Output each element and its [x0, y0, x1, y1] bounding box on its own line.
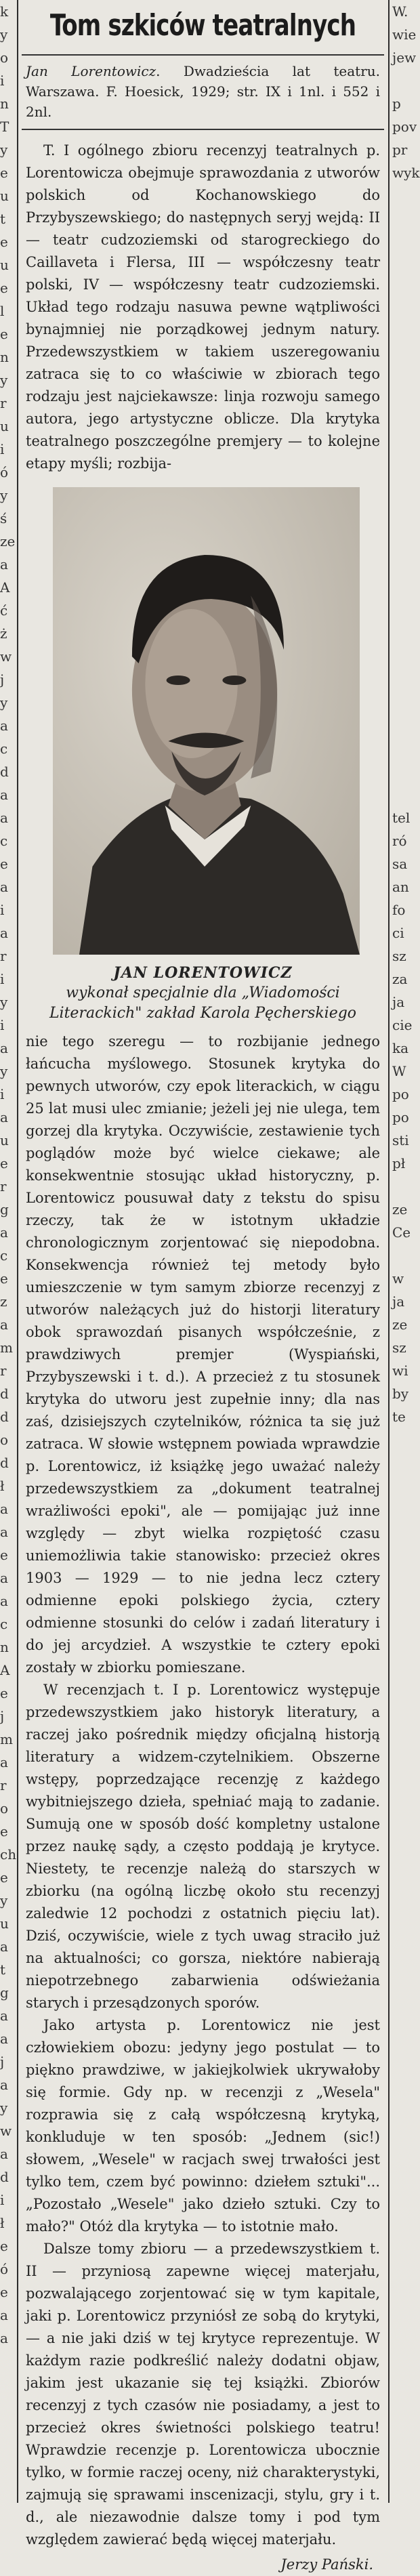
- neighbor-fragment: ż: [0, 625, 7, 642]
- neighbor-fragment: [392, 1244, 410, 1267]
- neighbor-fragment: [392, 1705, 410, 1728]
- neighbor-fragment: W.: [392, 3, 408, 20]
- neighbor-fragment: fo: [392, 902, 406, 918]
- neighbor-fragment: [392, 576, 410, 599]
- neighbor-fragment: [392, 2188, 410, 2211]
- neighbor-fragment: t: [0, 1961, 6, 1978]
- neighbor-fragment: a: [0, 1501, 8, 1517]
- neighbor-fragment: a: [0, 1570, 8, 1586]
- neighbor-fragment: j: [0, 2054, 5, 2070]
- neighbor-fragment: [392, 714, 410, 737]
- neighbor-fragment: e: [0, 326, 8, 342]
- neighbor-fragment: [392, 1497, 410, 1520]
- neighbor-fragment: [392, 69, 410, 92]
- neighbor-fragment: [392, 2027, 410, 2050]
- neighbor-fragment: [392, 1958, 410, 1981]
- neighbor-fragment: a: [0, 1524, 8, 1540]
- neighbor-fragment: [392, 1935, 410, 1958]
- neighbor-fragment: n: [0, 96, 9, 112]
- neighbor-fragment: i: [0, 2192, 5, 2208]
- article-title: Tom szkiców teatralnych: [49, 8, 356, 43]
- neighbor-fragment: [392, 1566, 410, 1590]
- neighbor-fragment: [392, 2258, 410, 2281]
- neighbor-fragment: [392, 207, 410, 230]
- neighbor-fragment: [392, 599, 410, 622]
- caption-name: JAN LORENTOWICZ: [113, 964, 293, 982]
- neighbor-fragment: tel: [392, 810, 411, 826]
- neighbor-fragment: sz: [392, 948, 406, 964]
- neighbor-fragment: [392, 1520, 410, 1543]
- neighbor-fragment: po: [392, 1109, 409, 1125]
- neighbor-fragment: d: [0, 2169, 9, 2185]
- neighbor-fragment: e: [0, 1685, 8, 1701]
- neighbor-fragment: i: [0, 1017, 5, 1033]
- neighbor-fragment: [392, 1636, 410, 1659]
- neighbor-fragment: [392, 1613, 410, 1636]
- neighbor-fragment: [392, 2119, 410, 2142]
- adjacent-column-right: [392, 0, 420, 2503]
- neighbor-fragment: [392, 1682, 410, 1705]
- neighbor-fragment: y: [0, 1063, 8, 1079]
- neighbor-fragment: e: [0, 165, 8, 181]
- neighbor-fragment: r: [0, 1363, 7, 1379]
- neighbor-fragment: ka: [392, 1040, 409, 1056]
- neighbor-fragment: [392, 2211, 410, 2235]
- portrait-caption: [34, 963, 372, 1024]
- neighbor-fragment: e: [0, 234, 8, 250]
- paragraph: nie tego szeregu — to rozbijanie jednego łańcucha myślowego. Stosunek krytyka do pewnych utworów, czy epok literackich, w ciągu 25 lat musi ulec zmianie; jeżeli jej nie ulega, tem gorzej dla krytyka. Oczywiście, zestawienie tych poglądów może być wielce ciekawe; ale konsekwentnie stosując układ historyczny, p. Lorentowicz pousuwał daty z tekstu do spisu rzeczy, tak że w istotnym układzie chronologicznym zorjentować się niepodobna. Konsekwencja również tej metody było umieszczenie w tym samym zbiorze recenzyj z utworów należących już do historji literatury obok sprawozdań pisanych współcześnie, z prawdziwych premjer (Wyspiański, Przybyszewski i t. d.). A przecież z tu stosunek krytyka do utworu jest zupełnie inny; dla nas zaś, dzisiejszych czytelników, różnica ta się już zatraca. W słowie wstępnem powiada wprawdzie p. Lorentowicz, iż książkę jego uważać należy przedewszystkiem za „dokument teatralnej wrażliwości epoki", ale — pomijając już inne względy — zbyt wielka rozpiętość czasu uniemożliwia takie stanowisko: przecież okres 1903 — 1929 — to nie jedna lecz cztery odmienne epoki polskiego życia, cztery odmienne stosunki do celów i zadań literatury i do jej arcydzieł. A wszystkie te cztery epoki zostały w zbiorku pomieszane.: [26, 1033, 380, 1676]
- neighbor-fragment: [392, 760, 410, 783]
- author-signature: Jerzy Pański.: [280, 2556, 373, 2573]
- neighbor-fragment: [392, 1543, 410, 1566]
- neighbor-fragment: [392, 184, 410, 207]
- neighbor-fragment: [392, 1751, 410, 1774]
- neighbor-fragment: u: [0, 1132, 9, 1148]
- neighbor-fragment: u: [0, 418, 9, 434]
- column-rule-left: [17, 0, 18, 2503]
- author-portrait: [53, 487, 360, 955]
- neighbor-fragment: y: [0, 2100, 8, 2116]
- neighbor-fragment: wi: [392, 1363, 408, 1379]
- neighbor-fragment: [392, 1981, 410, 2004]
- neighbor-fragment: sz: [392, 1339, 406, 1356]
- neighbor-fragment: o: [0, 1800, 9, 1816]
- neighbor-fragment: [392, 2142, 410, 2165]
- neighbor-fragment: r: [0, 948, 7, 964]
- neighbor-fragment: [392, 369, 410, 392]
- neighbor-fragment: [392, 1175, 410, 1198]
- neighbor-fragment: j: [0, 1708, 5, 1724]
- neighbor-fragment: a: [0, 1593, 8, 1609]
- neighbor-fragment: [392, 1797, 410, 1820]
- neighbor-fragment: w: [0, 2123, 12, 2139]
- adjacent-column-left: [0, 0, 15, 2503]
- column-rule-right: [388, 0, 390, 2503]
- neighbor-fragment: za: [392, 971, 408, 987]
- neighbor-fragment: d: [0, 1409, 9, 1425]
- neighbor-fragment: a: [0, 1938, 8, 1955]
- neighbor-fragment: jew: [392, 49, 417, 66]
- portrait-photo: [53, 487, 360, 955]
- neighbor-fragment: i: [0, 441, 5, 457]
- neighbor-fragment: A: [0, 1662, 10, 1678]
- neighbor-fragment: a: [0, 1316, 8, 1333]
- neighbor-fragment: cie: [392, 1017, 413, 1033]
- neighbor-fragment: [392, 230, 410, 253]
- neighbor-fragment: y: [0, 142, 8, 158]
- neighbor-fragment: [392, 1912, 410, 1935]
- neighbor-fragment: Ce: [392, 1224, 411, 1241]
- book-details: . Dwadzieścia lat teatru. Warszawa. F. Hoesick, 1929; str. IX i 1nl. i 552 i 2nl.: [26, 63, 380, 120]
- neighbor-fragment: by: [392, 1386, 409, 1402]
- neighbor-fragment: [392, 2096, 410, 2119]
- neighbor-fragment: m: [0, 1731, 13, 1747]
- neighbor-fragment: wyk: [392, 165, 420, 181]
- neighbor-fragment: ó: [0, 464, 9, 480]
- neighbor-fragment: e: [0, 1155, 8, 1171]
- neighbor-fragment: a: [0, 1224, 8, 1241]
- neighbor-fragment: ze: [0, 533, 16, 549]
- neighbor-fragment: t: [0, 211, 6, 227]
- neighbor-fragment: k: [0, 3, 9, 20]
- neighbor-fragment: a: [0, 2077, 8, 2093]
- book-author: Jan Lorentowicz: [26, 63, 156, 79]
- neighbor-fragment: ł: [0, 1478, 5, 1494]
- neighbor-fragment: an: [392, 879, 409, 895]
- neighbor-fragment: po: [392, 1086, 409, 1102]
- bibliographic-note: [22, 54, 384, 130]
- neighbor-fragment: p: [392, 96, 401, 112]
- neighbor-fragment: e: [0, 856, 8, 872]
- neighbor-fragment: ja: [392, 1293, 405, 1310]
- neighbor-fragment: a: [0, 879, 8, 895]
- neighbor-fragment: c: [0, 1247, 8, 1264]
- neighbor-fragment: [392, 553, 410, 576]
- neighbor-fragment: e: [0, 1823, 8, 1840]
- neighbor-fragment: l: [0, 303, 5, 319]
- neighbor-fragment: [392, 2073, 410, 2096]
- neighbor-fragment: ró: [392, 833, 407, 849]
- neighbor-fragment: [392, 2235, 410, 2258]
- neighbor-fragment: pr: [392, 142, 408, 158]
- neighbor-fragment: j: [0, 671, 5, 688]
- neighbor-fragment: n: [0, 1639, 9, 1655]
- neighbor-fragment: ci: [392, 925, 404, 941]
- neighbor-fragment: sa: [392, 856, 408, 872]
- neighbor-fragment: T: [0, 119, 9, 135]
- neighbor-fragment: ś: [0, 510, 7, 526]
- paragraph: Jako artysta p. Lorentowicz nie jest człowiekiem obozu: jedyny jego postulat — to piękno prawdziwe, w jakiejkolwiek ukrywałoby się formie. Gdy np. w recenzji z „Wesela" rozprawia się z całą współczesną krytyką, konkluduje w ten sposób: „Jednem (sic!) słowem, „Wesele" w racjach swej trwałości jest tylko tem, czem być powinno: dziełem sztuki"... „Pozostało „Wesele" jako dzieło sztuki. Czy to mało?" Otóż dla krytyka — to istotnie mało.: [26, 2017, 380, 2235]
- neighbor-fragment: [392, 1451, 410, 1474]
- neighbor-fragment: e: [0, 280, 8, 296]
- neighbor-fragment: ó: [0, 2261, 9, 2277]
- neighbor-fragment: [392, 783, 410, 806]
- neighbor-fragment: r: [0, 395, 7, 411]
- neighbor-fragment: y: [0, 694, 8, 711]
- paragraph: Dalsze tomy zbioru — a przedewszystkiem t. II — przyniosą zapewne więcej materjału, pozwalającego zorjentować się w tym kapitale, jaki p. Lorentowicz przyniósł ze sobą do krytyki, — a nie jaki dziś w tej krytyce reprezentuje. W każdym razie podkreślić należy dodatni objaw, jakim jest ukazanie się tej książki. Zbiorów recenzyj z tych czasów nie posiadamy, a jest to przecież okres świetności polskiego teatru! Wprawdzie recenzje p. Lorentowicza ubocznie tylko, w formie raczej oceny, niż charakterystyki, zajmują się sprawami inscenizacji, stylu, gry i t. d., ale niezawodnie dalsze tomy i pod tym względem zawierać będą więcej materjału.: [26, 2241, 380, 2548]
- neighbor-fragment: [392, 645, 410, 668]
- neighbor-fragment: a: [0, 810, 8, 826]
- neighbor-fragment: i: [0, 902, 5, 918]
- neighbor-fragment: [392, 461, 410, 484]
- neighbor-fragment: e: [0, 1270, 8, 1287]
- neighbor-fragment: [392, 2281, 410, 2304]
- neighbor-fragment: [392, 438, 410, 461]
- neighbor-fragment: [392, 1428, 410, 1451]
- neighbor-fragment: ć: [0, 602, 8, 619]
- neighbor-fragment: wie: [392, 26, 417, 43]
- article: [22, 0, 384, 2576]
- neighbor-fragment: ze: [392, 1201, 408, 1218]
- neighbor-fragment: a: [0, 1109, 8, 1125]
- neighbor-fragment: a: [0, 1040, 8, 1056]
- neighbor-fragment: [392, 507, 410, 530]
- neighbor-fragment: ł: [0, 2215, 5, 2231]
- neighbor-fragment: a: [0, 1754, 8, 1770]
- neighbor-fragment: e: [0, 1869, 8, 1886]
- neighbor-fragment: W: [392, 1063, 406, 1079]
- neighbor-fragment: w: [392, 1270, 404, 1287]
- neighbor-fragment: c: [0, 1616, 8, 1632]
- neighbor-fragment: r: [0, 1178, 7, 1194]
- neighbor-fragment: y: [0, 994, 8, 1010]
- neighbor-fragment: c: [0, 741, 8, 757]
- neighbor-fragment: e: [0, 1547, 8, 1563]
- neighbor-fragment: ch: [0, 1846, 17, 1863]
- neighbor-fragment: z: [0, 1293, 7, 1310]
- neighbor-fragment: [392, 415, 410, 438]
- neighbor-fragment: y: [0, 372, 8, 388]
- neighbor-fragment: a: [0, 2146, 8, 2162]
- neighbor-fragment: n: [0, 349, 9, 365]
- neighbor-fragment: [392, 2004, 410, 2027]
- neighbor-fragment: m: [0, 1339, 13, 1356]
- neighbor-fragment: sti: [392, 1132, 409, 1148]
- neighbor-fragment: g: [0, 1201, 9, 1218]
- paragraph: T. I ogólnego zbioru recenzyj teatralnych p. Lorentowicza obejmuje sprawozdania z utworów polskich od Kochanowskiego do Przybyszewskiego; do następnych seryj wejdą: II — teatr cudzoziemski od starogreckiego do Caillaveta i Flersa, III — współczesny teatr polski, IV — współczesny teatr cudzoziemski. Układ tego rodzaju nasuwa pewne wątpliwości bynajmniej nie porządkowej jednym natury. Przedewszystkiem w takiem uszeregowaniu zatraca się to co właściwie w zbiorach tego rodzaju jest najciekawsze: linja rozwoju samego autora, jego artystyczne oblicze. Dla krytyka teatralnego poszczególne premjery — to kolejne etapy myśli; rozbija-: [26, 142, 380, 472]
- neighbor-fragment: y: [0, 487, 8, 503]
- neighbor-fragment: [392, 2050, 410, 2073]
- neighbor-fragment: A: [0, 579, 10, 596]
- neighbor-fragment: w: [0, 648, 12, 665]
- neighbor-fragment: d: [0, 764, 9, 780]
- neighbor-fragment: o: [0, 49, 9, 66]
- neighbor-fragment: pł: [392, 1155, 406, 1171]
- neighbor-fragment: [392, 392, 410, 415]
- neighbor-fragment: g: [0, 1985, 9, 2001]
- neighbor-fragment: e: [0, 2238, 8, 2254]
- neighbor-fragment: [392, 299, 410, 323]
- neighbor-fragment: [392, 1866, 410, 1889]
- neighbor-fragment: [392, 1820, 410, 1843]
- neighbor-fragment: u: [0, 188, 9, 204]
- neighbor-fragment: r: [0, 1777, 7, 1793]
- neighbor-fragment: y: [0, 26, 8, 43]
- neighbor-fragment: pov: [392, 119, 417, 135]
- neighbor-fragment: a: [0, 556, 8, 573]
- neighbor-fragment: ja: [392, 994, 405, 1010]
- paragraph: W recenzjach t. I p. Lorentowicz występuje przedewszystkiem jako historyk literatury, a raczej jako pośrednik między oficjalną historją literatury a widzem-czytelnikiem. Obszerne wstępy, poprzedzające recenzję z każdego wybitniejszego dzieła, spełniać mają to zadanie. Sumują one w sposób dość kompletny ustalone przez naukę sądy, a często poddają je krytyce. Niestety, te recenzje należą do starszych w zbiorku (na ogólną liczbę około stu recenzyj zaledwie 12 pochodzi z ostatnich pięciu lat). Dziś, oczywiście, wiele z tych uwag straciło już na aktualności; co gorsza, niektóre nabierają niepotrzebnego zabarwienia odświeżania starych i przesądzonych sporów.: [26, 1682, 380, 2011]
- neighbor-fragment: [392, 276, 410, 299]
- neighbor-fragment: [392, 530, 410, 553]
- neighbor-fragment: i: [0, 971, 5, 987]
- neighbor-fragment: [392, 323, 410, 346]
- neighbor-fragment: [392, 737, 410, 760]
- neighbor-fragment: d: [0, 1386, 9, 1402]
- neighbor-fragment: [392, 1889, 410, 1912]
- neighbor-fragment: ze: [392, 1316, 408, 1333]
- article-body: [26, 140, 380, 2576]
- caption-credit: wykonał specjalnie dla „Wiadomości Literackich" zakład Karola Pęcherskiego: [49, 984, 357, 1022]
- neighbor-fragment: i: [0, 1086, 5, 1102]
- neighbor-fragment: c: [0, 833, 8, 849]
- neighbor-fragment: o: [0, 1432, 9, 1448]
- neighbor-fragment: [392, 1590, 410, 1613]
- neighbor-fragment: [392, 668, 410, 691]
- neighbor-fragment: [392, 1774, 410, 1797]
- neighbor-fragment: te: [392, 1409, 406, 1425]
- neighbor-fragment: [392, 1474, 410, 1497]
- neighbor-fragment: [392, 2165, 410, 2188]
- neighbor-fragment: u: [0, 1915, 9, 1932]
- neighbor-fragment: e: [0, 2284, 8, 2300]
- neighbor-fragment: a: [0, 2330, 8, 2346]
- neighbor-fragment: u: [0, 257, 9, 273]
- neighbor-fragment: i: [0, 72, 5, 89]
- neighbor-fragment: [392, 1728, 410, 1751]
- neighbor-fragment: a: [0, 925, 8, 941]
- neighbor-fragment: [392, 1843, 410, 1866]
- neighbor-fragment: [392, 484, 410, 507]
- neighbor-fragment: a: [0, 2008, 8, 2024]
- neighbor-fragment: a: [0, 718, 8, 734]
- neighbor-fragment: [392, 1659, 410, 1682]
- neighbor-fragment: a: [0, 787, 8, 803]
- neighbor-fragment: a: [0, 2031, 8, 2047]
- neighbor-fragment: [392, 691, 410, 714]
- neighbor-fragment: y: [0, 1892, 8, 1909]
- neighbor-fragment: a: [0, 2307, 8, 2323]
- neighbor-fragment: [392, 346, 410, 369]
- neighbor-fragment: [392, 253, 410, 276]
- neighbor-fragment: [392, 622, 410, 645]
- neighbor-fragment: d: [0, 1455, 9, 1471]
